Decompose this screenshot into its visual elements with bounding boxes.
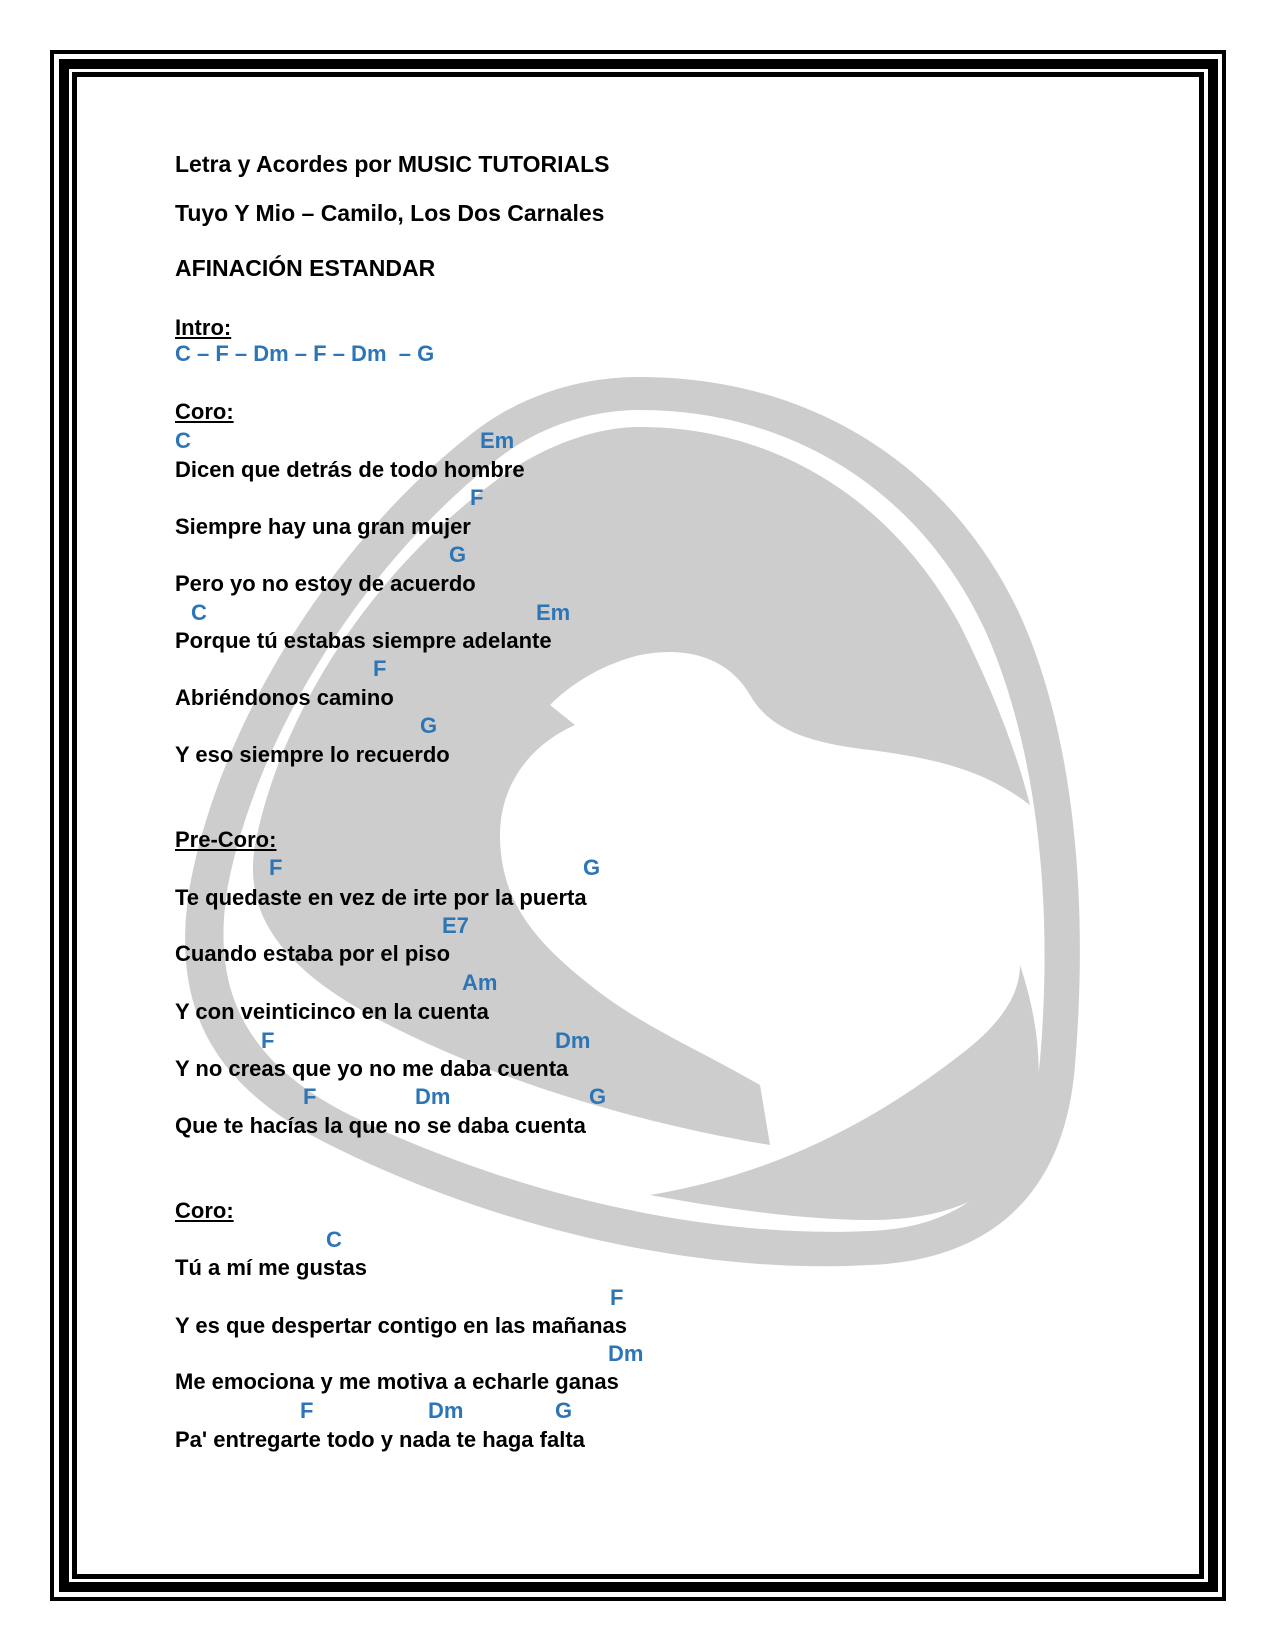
chord: G xyxy=(589,1084,607,1109)
tuning-heading: AFINACIÓN ESTANDAR xyxy=(175,255,436,281)
chord: E7 xyxy=(442,913,469,938)
chord: C xyxy=(326,1227,342,1252)
lyric-line: Y con veinticinco en la cuenta xyxy=(175,999,489,1024)
lyric-line: Que te hacías la que no se daba cuenta xyxy=(175,1113,586,1138)
chord: Em xyxy=(480,428,515,453)
lyric-line: Siempre hay una gran mujer xyxy=(175,514,471,539)
chord: Dm xyxy=(555,1028,591,1053)
chord: Em xyxy=(536,600,571,625)
lyric-line: Porque tú estabas siempre adelante xyxy=(175,628,552,653)
chord: F xyxy=(610,1285,624,1310)
lyric-line: Pero yo no estoy de acuerdo xyxy=(175,571,476,596)
section-label-intro: Intro: xyxy=(175,315,232,340)
chord: F xyxy=(269,855,283,880)
lyric-line: Pa' entregarte todo y nada te haga falta xyxy=(175,1427,585,1452)
chord: F xyxy=(303,1084,317,1109)
chord: F xyxy=(373,656,387,681)
chord: Dm xyxy=(428,1398,464,1423)
section-label-coro: Coro: xyxy=(175,399,234,424)
section-label-precoro: Pre-Coro: xyxy=(175,827,277,852)
chord: G xyxy=(555,1398,573,1423)
lyric-line: Tú a mí me gustas xyxy=(175,1255,367,1280)
chord: Am xyxy=(462,970,498,995)
lyric-line: Y es que despertar contigo en las mañanas xyxy=(175,1313,627,1338)
chord: Dm xyxy=(608,1341,644,1366)
chord: C xyxy=(191,600,207,625)
lyric-line: Cuando estaba por el piso xyxy=(175,941,451,966)
intro-progression: C – F – Dm – F – Dm – G xyxy=(175,341,435,366)
lyric-line: Me emociona y me motiva a echarle ganas xyxy=(175,1369,619,1394)
chord: Dm xyxy=(415,1084,451,1109)
lyric-line: Dicen que detrás de todo hombre xyxy=(175,457,525,482)
chord: G xyxy=(420,713,438,738)
lyric-line: Te quedaste en vez de irte por la puerta xyxy=(175,885,587,910)
song-title: Tuyo Y Mio – Camilo, Los Dos Carnales xyxy=(175,200,605,226)
section-label-coro: Coro: xyxy=(175,1198,234,1223)
chord: G xyxy=(583,855,601,880)
credit-heading: Letra y Acordes por MUSIC TUTORIALS xyxy=(175,151,610,177)
chord: C xyxy=(175,428,191,453)
lyric-line: Abriéndonos camino xyxy=(175,685,394,710)
lyric-line: Y eso siempre lo recuerdo xyxy=(175,742,450,767)
chord: G xyxy=(449,542,467,567)
lyric-line: Y no creas que yo no me daba cuenta xyxy=(175,1056,569,1081)
chord: F xyxy=(261,1028,275,1053)
chord: F xyxy=(470,485,484,510)
chord: F xyxy=(300,1398,314,1423)
guitar-pick-watermark-icon xyxy=(170,365,1090,1285)
